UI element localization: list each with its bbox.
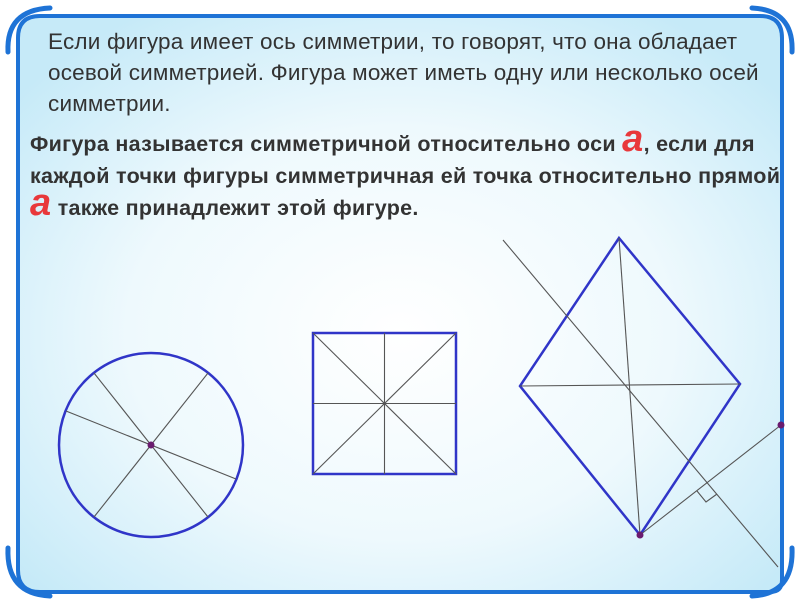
perpendicular-segment — [640, 425, 781, 535]
rhombus-axis-horizontal — [520, 384, 740, 386]
definition-part-3: также принадлежит этой фигуре. — [51, 196, 419, 220]
axis-line-a — [503, 240, 778, 567]
definition-part-1: Фигура называется симметричной относительно оси — [30, 132, 623, 156]
definition-part-2: , если для каждой точки фигуры симметричная ей точка относительно прямой — [30, 132, 781, 188]
circle-center-point — [148, 442, 155, 449]
circle-figure — [59, 353, 243, 537]
axis-letter-1: а — [622, 118, 644, 160]
right-angle-mark — [697, 491, 717, 502]
axis-letter-2: а — [30, 182, 52, 224]
reflected-point — [778, 422, 785, 429]
rhombus-figure — [503, 238, 785, 567]
square-figure — [313, 333, 456, 474]
intro-text: Если фигура имеет ось симметрии, то говорят, что она обладает осевой симметрией. Фигура может иметь одну или несколько осей симметрии. — [48, 29, 759, 116]
rhombus-vertex-point — [637, 532, 644, 539]
rhombus-axis-vertical — [619, 238, 640, 535]
